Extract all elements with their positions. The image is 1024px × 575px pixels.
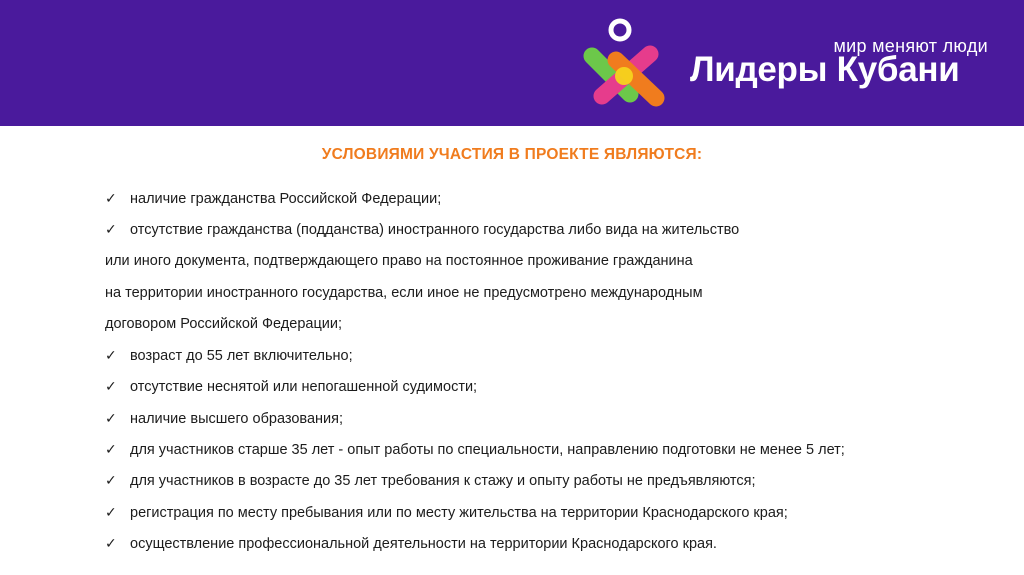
page-title: УСЛОВИЯМИ УЧАСТИЯ В ПРОЕКТЕ ЯВЛЯЮТСЯ: xyxy=(321,146,703,163)
checkmark-icon: ✓ xyxy=(105,441,117,457)
checkmark-icon: ✓ xyxy=(105,347,117,363)
list-item-text: отсутствие неснятой или непогашенной судимости; xyxy=(130,379,478,395)
list-item-text: для участников в возрасте до 35 лет требования к стажу и опыту работы не предъявляются; xyxy=(130,473,756,489)
checkmark-icon: ✓ xyxy=(105,535,117,551)
list-item xyxy=(105,471,995,490)
list-item-text: отсутствие гражданства (подданства) иностранного государства либо вида на жительство xyxy=(130,222,740,238)
checkmark-icon: ✓ xyxy=(105,190,117,206)
checkmark-icon: ✓ xyxy=(105,378,117,394)
checkmark-icon: ✓ xyxy=(105,410,117,426)
checkmark-icon: ✓ xyxy=(105,221,117,237)
list-item-continuation: на территории иностранного государства, если иное не предусмотрено международным xyxy=(105,285,703,301)
leaders-logo-icon xyxy=(578,16,670,108)
list-item-text: наличие гражданства Российской Федерации; xyxy=(130,191,442,207)
list-item-continuation: или иного документа, подтверждающего право на постоянное проживание гражданина xyxy=(105,253,693,269)
list-item xyxy=(105,189,995,208)
list-item xyxy=(105,503,995,522)
slogan: мир меняют люди xyxy=(833,36,988,56)
list-item-text: наличие высшего образования; xyxy=(130,411,343,427)
checkmark-icon: ✓ xyxy=(105,472,117,488)
list-item xyxy=(105,346,995,365)
list-item-text: осуществление профессиональной деятельности на территории Краснодарского края. xyxy=(130,536,717,552)
list-item xyxy=(105,220,995,239)
list-item-text: возраст до 55 лет включительно; xyxy=(130,348,353,364)
list-item xyxy=(105,409,995,428)
list-item xyxy=(105,377,995,396)
list-item xyxy=(105,440,995,459)
list-item-text: для участников старше 35 лет - опыт работы по специальности, направлению подготовки не менее 5 лет; xyxy=(130,442,845,458)
list-item-continuation: договором Российской Федерации; xyxy=(105,316,342,332)
brand-name: Лидеры Кубани xyxy=(690,50,960,89)
list-item-text: регистрация по месту пребывания или по месту жительства на территории Краснодарского края; xyxy=(130,505,788,521)
list-item xyxy=(105,534,995,553)
header-banner xyxy=(0,0,1024,126)
checkmark-icon: ✓ xyxy=(105,504,117,520)
